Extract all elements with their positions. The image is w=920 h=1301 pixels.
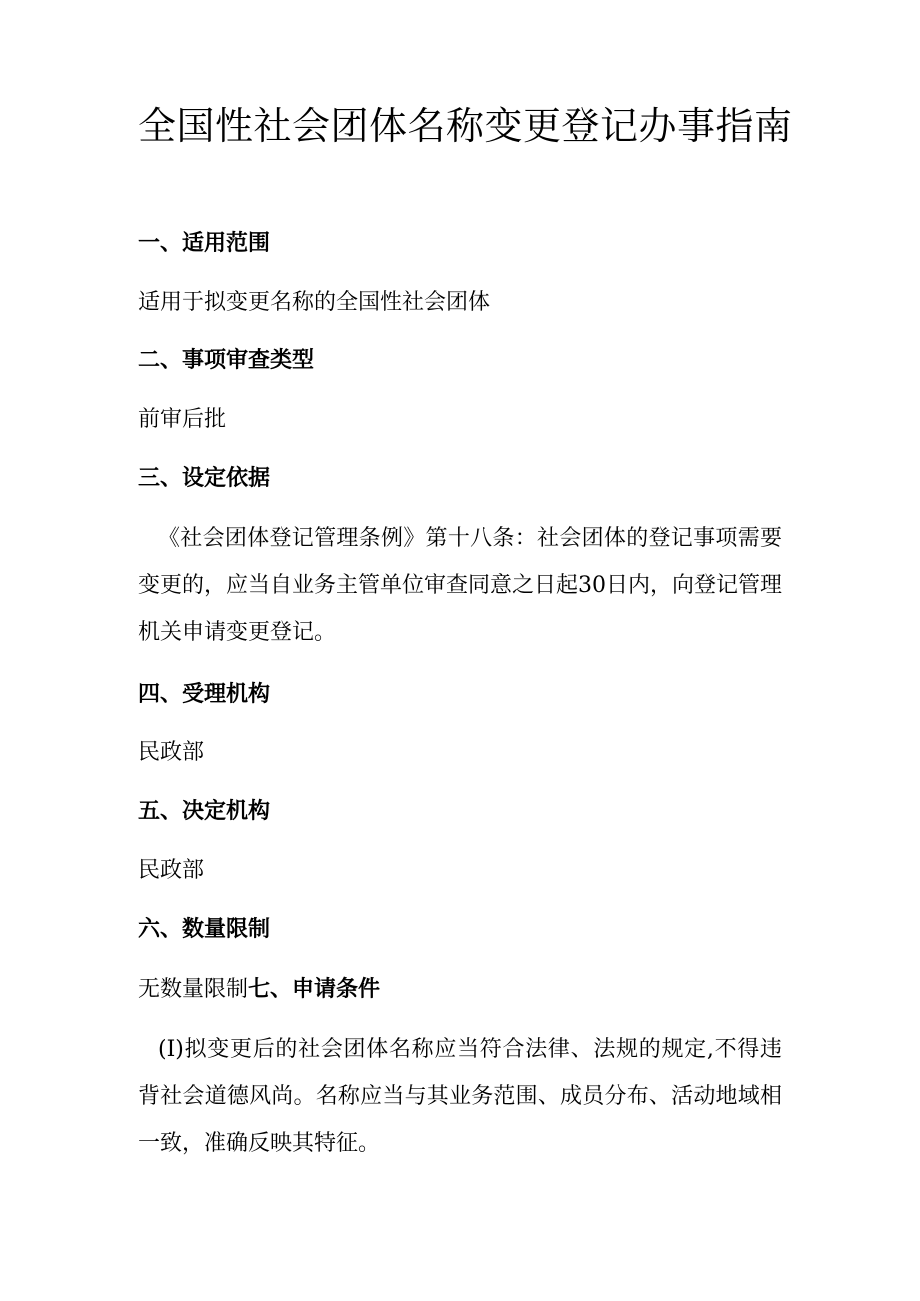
section-5-heading: 五、决定机构 (138, 799, 271, 824)
section-1-heading: 一、适用范围 (138, 231, 271, 256)
section-4-body: 民政部 (138, 740, 205, 765)
document-title: 全国性社会团体名称变更登记办事指南 (138, 104, 793, 148)
section-3-body: 《社会团体登记管理条例》第十八条：社会团体的登记事项需要变更的，应当自业务主管单位审查同意之日起30日内，向登记管理机关申请变更登记。 (138, 526, 782, 645)
section-6-7-line (138, 974, 788, 1006)
section-6-heading: 六、数量限制 (138, 917, 271, 942)
section-7-item-1: (I)拟变更后的社会团体名称应当符合法律、法规的规定,不得违背社会道德风尚。名称应当与其业务范围、成员分布、活动地域相一致，准确反映其特征。 (138, 1037, 782, 1156)
section-1-body: 适用于拟变更名称的全国性社会团体 (138, 290, 491, 315)
section-4-heading: 四、受理机构 (138, 682, 271, 707)
section-2-body: 前审后批 (138, 407, 227, 432)
section-3-heading: 三、设定依据 (138, 466, 271, 491)
section-2-heading: 二、事项审查类型 (138, 348, 315, 373)
section-6-body: 无数量限制 (138, 977, 249, 1002)
section-5-body: 民政部 (138, 858, 205, 883)
section-7-heading: 七、申请条件 (248, 977, 381, 1002)
